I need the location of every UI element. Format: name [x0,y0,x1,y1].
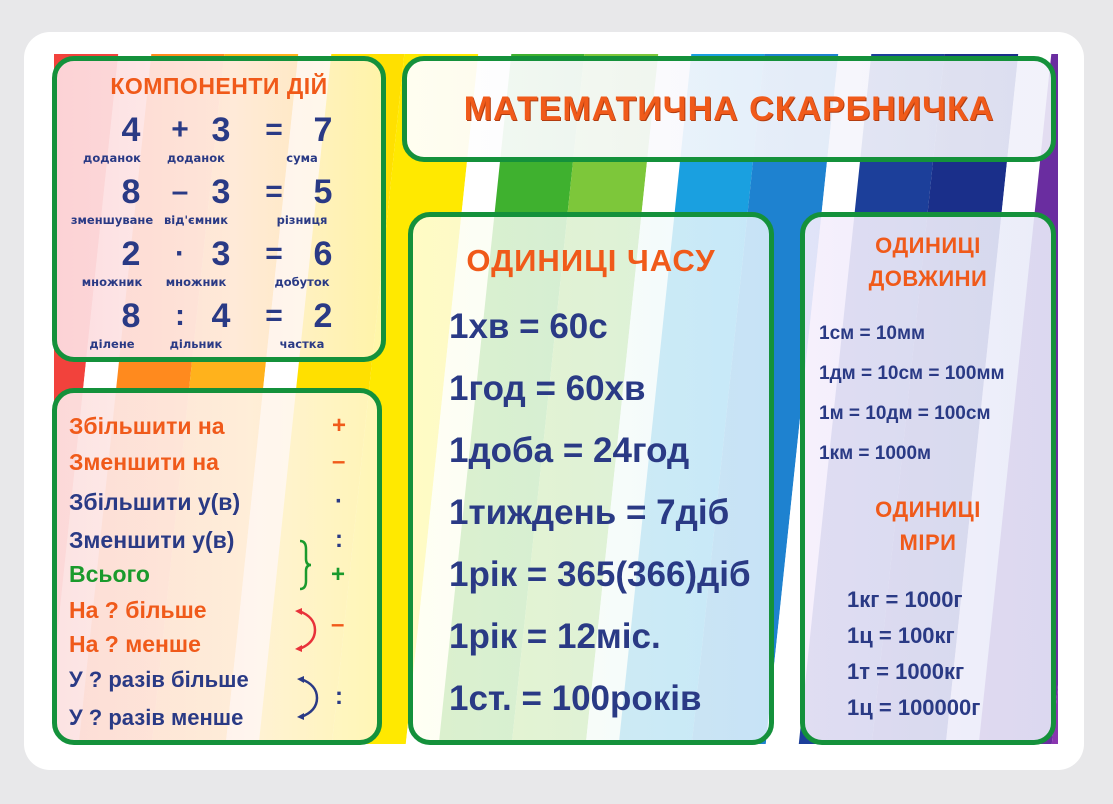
word-times-more: У ? разів більше [69,667,249,692]
symbol-minus: – [332,448,346,475]
word-times-less: У ? разів менше [69,705,244,730]
length-mass-panel [800,212,1056,745]
word-total: Всього [69,561,150,587]
symbol-divide-compare: : [335,683,343,710]
mass-unit-row: 1т = 1000кг [847,659,965,684]
symbol-plus-total: + [331,561,346,588]
operand-b: 3 [211,235,231,273]
operator: + [171,113,189,146]
word-less-by: На ? менше [69,631,201,657]
word-problems-panel [52,388,382,745]
mass-unit-row: 1кг = 1000г [847,587,963,612]
word-decrease-by: Зменшити на [69,449,219,475]
symbol-plus: + [332,412,347,439]
operand-b-label: від'ємник [163,213,229,227]
curly-brace-icon [297,539,313,591]
time-unit-row: 1доба = 24год [449,431,690,470]
page-title: МАТЕМАТИЧНА СКАРБНИЧКА [463,90,995,128]
result: 7 [313,111,333,149]
operand-b-label: множник [165,275,227,289]
word-increase-by: Збільшити на [69,413,225,439]
operand-a: 8 [121,297,141,335]
equals-sign: = [265,175,283,208]
mass-title-line1: ОДИНИЦІ [875,497,981,522]
length-unit-row: 1дм = 10см = 100мм [819,363,1005,384]
equation-row [57,111,381,169]
symbol-minus-compare: – [331,611,345,638]
time-unit-row: 1ст. = 100років [449,679,702,718]
equals-sign: = [265,113,283,146]
time-unit-row: 1хв = 60с [449,307,608,346]
operator: – [171,175,189,208]
double-arrow-navy-icon [295,675,321,721]
time-unit-row: 1год = 60хв [449,369,646,408]
word-more-by: На ? більше [69,597,207,623]
equation-row [57,297,381,355]
mass-unit-row: 1ц = 100000г [847,695,981,720]
components-panel [52,56,386,362]
operand-a: 4 [121,111,141,149]
operand-a-label: множник [81,275,143,289]
equation-row [57,235,381,293]
length-title-line1: ОДИНИЦІ [875,233,981,258]
double-arrow-red-icon [293,607,319,653]
time-unit-row: 1тиждень = 7діб [449,493,730,532]
time-unit-row: 1рік = 365(366)діб [449,555,751,594]
length-unit-row: 1км = 1000м [819,443,932,464]
operand-b: 3 [211,173,231,211]
symbol-multiply: · [335,488,343,515]
mass-unit-row: 1ц = 100кг [847,623,955,648]
result-label: частка [279,337,325,351]
length-unit-row: 1м = 10дм = 100см [819,403,991,424]
title-panel [402,56,1056,162]
time-unit-row: 1рік = 12міс. [449,617,661,656]
length-unit-row: 1см = 10мм [819,323,926,344]
time-units-title: ОДИНИЦІ ЧАСУ [466,243,716,278]
components-title: КОМПОНЕНТИ ДІЙ [110,73,328,99]
equals-sign: = [265,237,283,270]
length-title-line2: ДОВЖИНИ [868,266,988,291]
result-label: добуток [274,275,330,289]
equation-row [57,173,381,231]
operand-a: 8 [121,173,141,211]
word-decrease-times: Зменшити у(в) [69,527,235,553]
symbol-divide: : [335,526,343,553]
result-label: різниця [276,213,328,227]
result: 6 [313,235,333,273]
operator: : [175,299,185,332]
operand-a: 2 [121,235,141,273]
result: 2 [313,297,333,335]
word-increase-times: Збільшити у(в) [69,489,241,515]
operand-b: 4 [211,297,231,335]
operand-a-label: зменшуване [70,213,154,227]
operand-b-label: дільник [169,337,223,351]
operand-b: 3 [211,111,231,149]
mass-title-line2: МІРИ [899,530,957,555]
equals-sign: = [265,299,283,332]
result-label: сума [286,151,318,165]
operand-b-label: доданок [167,151,225,165]
operand-a-label: ділене [89,337,135,351]
time-units-panel [408,212,774,745]
result: 5 [313,173,333,211]
operand-a-label: доданок [83,151,141,165]
operator: · [175,237,185,270]
